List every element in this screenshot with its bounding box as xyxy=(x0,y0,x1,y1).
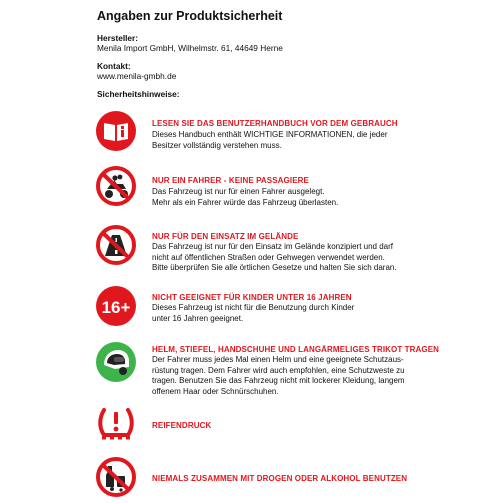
item-text-line: rüstung tragen. Dem Fahrer wird auch empfohlen, eine Schutzweste zu xyxy=(152,365,405,375)
item-text-line: tragen. Benutzen Sie das Fahrzeug nicht mit lockerer Kleidung, langem xyxy=(152,376,405,386)
item-text-line: Bitte überprüfen Sie alle örtlichen Gesetze und halten Sie sich daran. xyxy=(152,263,397,273)
item-heading: NICHT GEEIGNET FÜR KINDER UNTER 16 JAHREN xyxy=(152,293,352,302)
contact-label: Kontakt: xyxy=(97,61,131,71)
manufacturer-value: Menila Import GmbH, Wilhelmstr. 61, 44649 Herne xyxy=(97,43,283,53)
item-heading: NUR EIN FAHRER - KEINE PASSAGIERE xyxy=(152,176,309,185)
age-16-plus-icon-label: 16+ xyxy=(101,298,131,317)
item-heading: REIFENDRUCK xyxy=(152,421,212,430)
helmet-gear-icon xyxy=(95,341,137,383)
item-text-line: Besitzer vollständig verstehen muss. xyxy=(152,140,282,150)
no-passenger-icon xyxy=(95,165,137,207)
item-text-line: Dieses Fahrzeug ist nicht für die Benutzung durch Kinder xyxy=(152,303,355,312)
no-drugs-alcohol-icon xyxy=(95,456,137,498)
item-heading: NUR FÜR DEN EINSATZ IM GELÄNDE xyxy=(152,232,299,241)
item-heading: NIEMALS ZUSAMMEN MIT DROGEN ODER ALKOHOL BENUTZEN xyxy=(152,474,408,483)
manual-book-icon xyxy=(95,110,137,152)
item-text-line: Der Fahrer muss jedes Mal einen Helm und eine geeignete Schutzaus- xyxy=(152,355,404,364)
item-text-line: nicht auf öffentlichen Straßen oder Gehwegen verwendet werden. xyxy=(152,252,385,262)
item-text-line: Mehr als ein Fahrer würde das Fahrzeug überlasten. xyxy=(152,197,339,207)
safety-notes-label: Sicherheitshinweise: xyxy=(97,89,180,99)
contact-value[interactable]: www.menila-gmbh.de xyxy=(97,71,177,81)
item-heading: HELM, STIEFEL, HANDSCHUHE UND LANGÄRMELIGES TRIKOT TRAGEN xyxy=(152,345,440,354)
item-text-line: Dieses Handbuch enthält WICHTIGE INFORMATIONEN, die jeder xyxy=(152,130,388,139)
item-heading: LESEN SIE DAS BENUTZERHANDBUCH VOR DEM GEBRAUCH xyxy=(152,119,398,128)
item-text-line: Das Fahrzeug ist nur für einen Fahrer ausgelegt. xyxy=(152,187,325,196)
no-road-icon xyxy=(95,224,137,266)
age-16-plus-icon xyxy=(95,285,137,327)
item-text-line: offenem Haar oder Schnürschuhen. xyxy=(152,386,279,396)
manufacturer-label: Hersteller: xyxy=(97,33,139,43)
item-text-line: unter 16 Jahren geeignet. xyxy=(152,313,244,323)
page-title: Angaben zur Produktsicherheit xyxy=(97,9,283,23)
item-text-line: Das Fahrzeug ist nur für den Einsatz im Gelände konzipiert und darf xyxy=(152,242,394,251)
tire-pressure-icon xyxy=(95,402,137,444)
